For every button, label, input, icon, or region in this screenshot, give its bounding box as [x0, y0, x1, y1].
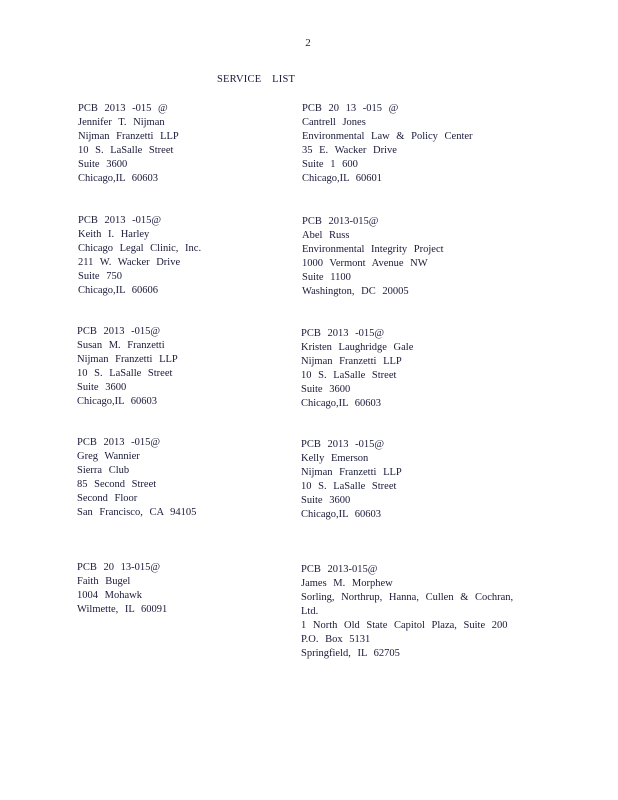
- contact-name: Kristen Laughridge Gale: [301, 342, 414, 353]
- service-entry: [301, 438, 546, 522]
- case-number: PCB 20 13 -015 @: [302, 103, 399, 114]
- organization: Nijman Franzetti LLP: [301, 467, 402, 478]
- street-address: 211 W. Wacker Drive: [78, 257, 181, 268]
- city-state-zip: Chicago,IL 60606: [78, 285, 159, 296]
- floor: Second Floor: [77, 493, 138, 504]
- suite: Suite 750: [78, 271, 122, 282]
- case-number: PCB 2013 -015@: [78, 215, 162, 226]
- organization: Sorling, Northrup, Hanna, Cullen & Cochran,: [301, 592, 514, 603]
- organization: Nijman Franzetti LLP: [301, 356, 402, 367]
- suite: Suite 1 600: [302, 159, 358, 170]
- city-state-zip: Wilmette, IL 60091: [77, 604, 168, 615]
- contact-name: Susan M. Franzetti: [77, 340, 165, 351]
- case-number: PCB 2013 -015@: [77, 326, 161, 337]
- case-number: PCB 2013 -015 @: [78, 103, 168, 114]
- city-state-zip: Washington, DC 20005: [302, 286, 409, 297]
- city-state-zip: San Francisco, CA 94105: [77, 507, 197, 518]
- service-entry: [77, 436, 322, 520]
- contact-name: Kelly Emerson: [301, 453, 369, 464]
- service-entry: [78, 102, 323, 186]
- suite: Suite 1100: [302, 272, 351, 283]
- contact-name: Keith I. Harley: [78, 229, 150, 240]
- service-entry: [302, 215, 547, 299]
- suite: Suite 3600: [301, 495, 351, 506]
- street-address: 1 North Old State Capitol Plaza, Suite 200: [301, 620, 508, 631]
- street-address: 85 Second Street: [77, 479, 157, 490]
- organization: Sierra Club: [77, 465, 130, 476]
- organization: Environmental Integrity Project: [302, 244, 444, 255]
- contact-name: Abel Russ: [302, 230, 350, 241]
- street-address: 10 S. LaSalle Street: [301, 370, 397, 381]
- street-address: 1000 Vermont Avenue NW: [302, 258, 428, 269]
- contact-name: James M. Morphew: [301, 578, 393, 589]
- organization: Chicago Legal Clinic, Inc.: [78, 243, 202, 254]
- organization-continued: Ltd.: [301, 606, 319, 617]
- service-entry: [301, 563, 561, 661]
- street-address: 10 S. LaSalle Street: [301, 481, 397, 492]
- service-list-title: SERVICE LIST: [217, 74, 296, 85]
- service-entry: [302, 102, 547, 186]
- organization: Environmental Law & Policy Center: [302, 131, 473, 142]
- case-number: PCB 2013 -015@: [77, 437, 161, 448]
- organization: Nijman Franzetti LLP: [78, 131, 179, 142]
- city-state-zip: Chicago,IL 60603: [301, 509, 382, 520]
- service-entry: [77, 325, 322, 409]
- suite: Suite 3600: [78, 159, 128, 170]
- city-state-zip: Springfield, IL 62705: [301, 648, 400, 659]
- case-number: PCB 20 13-015@: [77, 562, 161, 573]
- city-state-zip: Chicago,IL 60603: [78, 173, 159, 184]
- contact-name: Faith Bugel: [77, 576, 131, 587]
- suite: Suite 3600: [77, 382, 127, 393]
- service-entry: [301, 327, 546, 411]
- street-address: 35 E. Wacker Drive: [302, 145, 397, 156]
- street-address: 10 S. LaSalle Street: [78, 145, 174, 156]
- contact-name: Cantrell Jones: [302, 117, 366, 128]
- case-number: PCB 2013-015@: [302, 216, 379, 227]
- city-state-zip: Chicago,IL 60603: [77, 396, 158, 407]
- street-address: 1004 Mohawk: [77, 590, 142, 601]
- case-number: PCB 2013 -015@: [301, 328, 385, 339]
- city-state-zip: Chicago,IL 60601: [302, 173, 383, 184]
- case-number: PCB 2013-015@: [301, 564, 378, 575]
- organization: Nijman Franzetti LLP: [77, 354, 178, 365]
- suite: Suite 3600: [301, 384, 351, 395]
- contact-name: Jennifer T. Nijman: [78, 117, 165, 128]
- po-box: P.O. Box 5131: [301, 634, 371, 645]
- page-number: 2: [305, 37, 311, 49]
- street-address: 10 S. LaSalle Street: [77, 368, 173, 379]
- city-state-zip: Chicago,IL 60603: [301, 398, 382, 409]
- service-entry: [78, 214, 323, 298]
- service-entry: [77, 561, 322, 617]
- contact-name: Greg Wannier: [77, 451, 140, 462]
- case-number: PCB 2013 -015@: [301, 439, 385, 450]
